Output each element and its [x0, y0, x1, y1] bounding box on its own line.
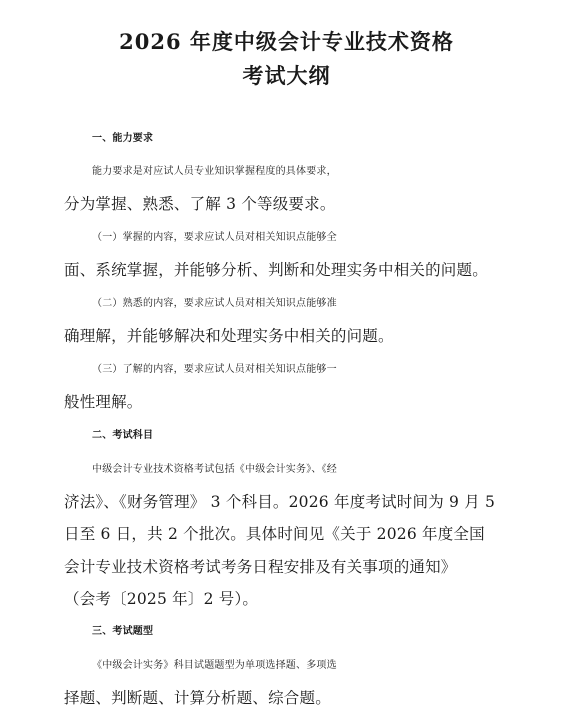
document-title-line-1: 2026 年度中级会计专业技术资格 — [119, 29, 454, 54]
paragraph-line: 分为掌握、熟悉、了解 3 个等级要求。 — [64, 195, 336, 213]
paragraph-line: 《中级会计实务》科目试题题型为单项选择题、多项选 — [92, 660, 337, 671]
section-heading-subjects: 二、考试科目 — [92, 430, 154, 441]
paragraph-line: 中级会计专业技术资格考试包括《中级会计实务》、《经 — [92, 464, 337, 475]
paragraph-line: 日至 6 日，共 2 个批次。具体时间见《关于 2026 年度全国 — [64, 525, 485, 543]
paragraph-line: 确理解，并能够解决和处理实务中相关的问题。 — [64, 327, 394, 345]
paragraph-line: （三）了解的内容，要求应试人员对相关知识点能够一 — [92, 364, 337, 375]
section-heading-ability: 一、能力要求 — [92, 133, 154, 144]
paragraph-line: 济法》、《财务管理》 3 个科目。2026 年度考试时间为 9 月 5 — [64, 493, 496, 511]
paragraph-line: 面、系统掌握，并能够分析、判断和处理实务中相关的问题。 — [64, 261, 488, 279]
section-heading-question-types: 三、考试题型 — [92, 626, 154, 637]
paragraph-line: （会考〔2025 年〕2 号）。 — [64, 590, 259, 608]
paragraph-line: 会计专业技术资格考试考务日程安排及有关事项的通知》 — [64, 558, 457, 576]
document-title-line-2: 考试大纲 — [242, 63, 331, 88]
paragraph-line: （一）掌握的内容，要求应试人员对相关知识点能够全 — [92, 232, 337, 243]
paragraph-line: 能力要求是对应试人员专业知识掌握程度的具体要求， — [92, 166, 337, 177]
paragraph-line: （二）熟悉的内容，要求应试人员对相关知识点能够准 — [92, 298, 337, 309]
paragraph-line: 般性理解。 — [64, 393, 143, 411]
paragraph-line: 择题、判断题、计算分析题、综合题。 — [64, 689, 331, 707]
